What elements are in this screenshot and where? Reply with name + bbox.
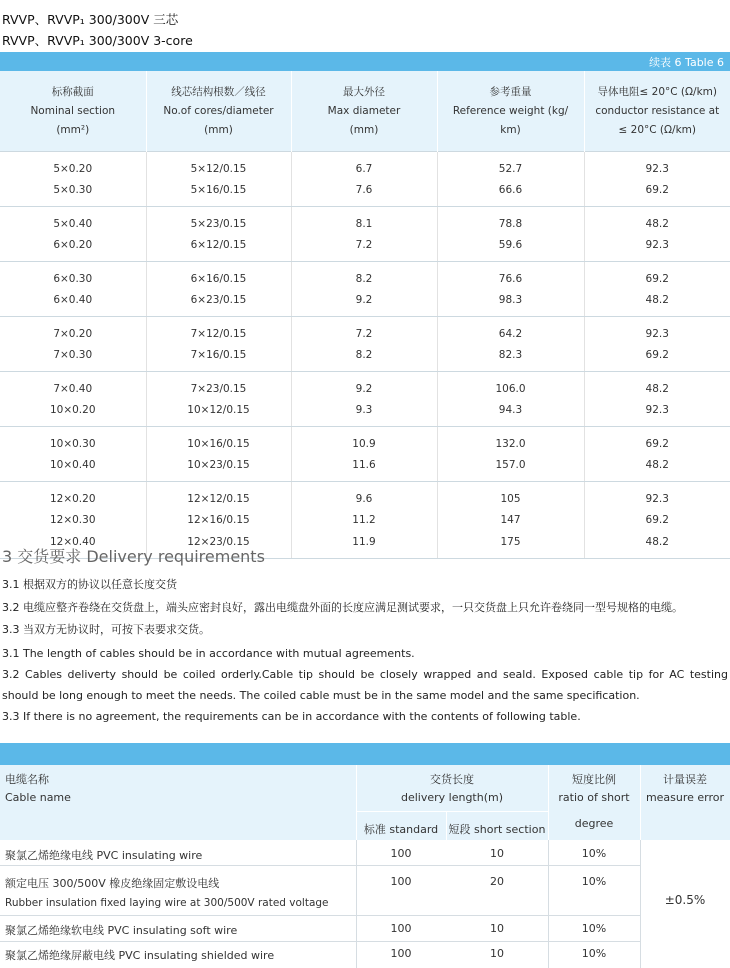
header-unit: ≤ 20°C (Ω/km) xyxy=(618,123,696,136)
short-ratio: 10% xyxy=(581,922,607,935)
short-length: 10 xyxy=(490,947,504,960)
table-cell: 7×0.30 xyxy=(0,345,146,372)
table-row xyxy=(0,345,730,372)
standard-length: 100 xyxy=(390,847,412,860)
short-length: 20 xyxy=(490,875,504,888)
table-cell: 92.3 xyxy=(584,235,730,262)
table-cell: 7×0.20 xyxy=(53,327,93,340)
table-cell: 175 xyxy=(437,531,584,558)
table-cell: 6×0.40 xyxy=(0,290,146,317)
header-cn: 线芯结构根数／线径 xyxy=(171,85,266,98)
table-row xyxy=(0,482,730,510)
table-cell: 5×0.30 xyxy=(0,180,146,207)
cable-name: 聚氯乙烯绝缘软电线 PVC insulating soft wire xyxy=(5,924,238,937)
table-cell: 82.3 xyxy=(437,345,584,372)
table-cell: 10×0.40 xyxy=(0,455,146,482)
cable-name: 聚氯乙烯绝缘屏蔽电线 PVC insulating shielded wire xyxy=(5,949,275,962)
divider xyxy=(356,811,548,812)
table-cell: 10×0.30 xyxy=(49,437,96,450)
table-cell: 92.3 xyxy=(584,152,730,180)
table-cell: 12×23/0.15 xyxy=(146,531,291,558)
table-row xyxy=(0,235,730,262)
table-cell: 69.2 xyxy=(584,510,730,532)
table-cell: 7×23/0.15 xyxy=(146,372,291,400)
col-header-cores xyxy=(146,71,291,152)
divider xyxy=(446,811,447,840)
divider xyxy=(640,765,641,840)
table-row xyxy=(0,180,730,207)
divider xyxy=(0,915,640,916)
table-cell: 11.2 xyxy=(291,510,437,532)
table-cell: 7×16/0.15 xyxy=(146,345,291,372)
table-cell: 6.7 xyxy=(291,152,437,180)
standard-length: 100 xyxy=(390,922,412,935)
table-cell: 10×12/0.15 xyxy=(146,400,291,427)
table-row xyxy=(0,427,730,455)
header-unit: km) xyxy=(500,123,521,136)
table-cell: 5×0.40 xyxy=(53,217,93,230)
table-cell: 157.0 xyxy=(437,455,584,482)
header-length-cn: 交货长度 xyxy=(430,773,474,786)
en-line-2: 3.2 Cables deliverty should be coiled orderly.Cable tip should be closely wrapped and seald. Exposed cable tip for AC testing should be long enough to meet the needs. The coiled cable must be in the same model and the same specification. xyxy=(2,668,728,702)
header-cn: 标称截面 xyxy=(51,85,94,98)
table-cell: 12×12/0.15 xyxy=(146,482,291,510)
table-cell: 5×16/0.15 xyxy=(146,180,291,207)
divider xyxy=(356,765,357,840)
page-title-en: RVVP、RVVP₁ 300/300V 3-core xyxy=(2,33,193,48)
table-cell: 6×23/0.15 xyxy=(146,290,291,317)
table-cell: 5×23/0.15 xyxy=(146,207,291,235)
table-cell: 69.2 xyxy=(584,427,730,455)
table-row xyxy=(0,372,730,400)
en-line-3: 3.3 If there is no agreement, the requirements can be in accordance with the contents of following table. xyxy=(2,710,581,723)
measure-error-value: ±0.5% xyxy=(664,893,706,907)
table-row xyxy=(0,510,730,532)
divider xyxy=(548,765,549,840)
table-cell: 76.6 xyxy=(437,262,584,290)
table-row xyxy=(0,317,730,345)
table-cell: 98.3 xyxy=(437,290,584,317)
table-cell: 11.6 xyxy=(291,455,437,482)
table-row xyxy=(0,207,730,235)
cn-line-2: 3.2 电缆应整齐卷绕在交货盘上，端头应密封良好，露出电缆盘外面的长度应满足测试要求，一只交货盘上只允许卷绕同一型号规格的电缆。 xyxy=(2,601,683,614)
short-ratio: 10% xyxy=(581,847,607,860)
header-en: No.of cores/diameter xyxy=(163,104,274,117)
short-length: 10 xyxy=(490,847,504,860)
cable-name: 聚氯乙烯绝缘电线 PVC insulating wire xyxy=(5,849,203,862)
header-unit: (mm²) xyxy=(56,123,90,136)
delivery-table xyxy=(0,765,730,968)
table-cell: 9.2 xyxy=(291,290,437,317)
header-standard: 标准 standard xyxy=(363,823,439,836)
table-cell: 8.2 xyxy=(291,345,437,372)
table-cell: 6×0.30 xyxy=(53,272,93,285)
table-cell: 9.3 xyxy=(291,400,437,427)
table-row xyxy=(0,262,730,290)
table-cell: 78.8 xyxy=(437,207,584,235)
table-cell: 59.6 xyxy=(437,235,584,262)
table-cell: 7×12/0.15 xyxy=(146,317,291,345)
table-row xyxy=(0,152,730,180)
col-header-max-diameter xyxy=(291,71,437,152)
header-cn: 最大外径 xyxy=(343,85,385,98)
table-cell: 9.6 xyxy=(291,482,437,510)
table-cell: 6×0.20 xyxy=(0,235,146,262)
table-cell: 10×23/0.15 xyxy=(146,455,291,482)
continued-table-label: 续表 6 Table 6 xyxy=(649,56,724,69)
table-cell: 48.2 xyxy=(584,290,730,317)
divider xyxy=(0,865,640,866)
table-cell: 69.2 xyxy=(584,345,730,372)
col-header-nominal-section xyxy=(0,71,146,152)
header-en: Max diameter xyxy=(327,104,401,117)
table-row xyxy=(0,290,730,317)
header-unit: (mm) xyxy=(349,123,379,136)
spec-table xyxy=(0,71,730,559)
table-cell: 132.0 xyxy=(437,427,584,455)
table-cell: 9.2 xyxy=(291,372,437,400)
table-cell: 48.2 xyxy=(584,207,730,235)
header-cable-en: Cable name xyxy=(5,791,71,804)
header-cn: 导体电阻≤ 20°C (Ω/km) xyxy=(597,85,717,98)
table-cell: 48.2 xyxy=(584,372,730,400)
short-ratio: 10% xyxy=(581,875,607,888)
header-ratio-en: ratio of short xyxy=(558,791,630,804)
standard-length: 100 xyxy=(390,875,412,888)
cn-line-3: 3.3 当双方无协议时，可按下表要求交货。 xyxy=(2,623,210,636)
header-short-section: 短段 short section xyxy=(448,823,546,836)
header-en: Reference weight (kg/ xyxy=(452,104,569,117)
table-row xyxy=(0,455,730,482)
table-cell: 10.9 xyxy=(291,427,437,455)
table-cell: 12×0.30 xyxy=(49,514,96,527)
table-cell: 7.6 xyxy=(291,180,437,207)
standard-length: 100 xyxy=(390,947,412,960)
divider xyxy=(0,941,640,942)
header-error-cn: 计量误差 xyxy=(663,773,707,786)
short-ratio: 10% xyxy=(581,947,607,960)
table-cell: 69.2 xyxy=(584,180,730,207)
header-en: conductor resistance at xyxy=(595,104,720,117)
col-header-resistance xyxy=(584,71,730,152)
header-cable-cn: 电缆名称 xyxy=(5,773,49,786)
table-cell: 12×16/0.15 xyxy=(146,510,291,532)
table-row xyxy=(0,400,730,427)
table-cell: 6×12/0.15 xyxy=(146,235,291,262)
cable-name-en: Rubber insulation fixed laying wire at 300/500V rated voltage xyxy=(5,897,329,909)
header-ratio-cn: 短度比例 xyxy=(572,773,616,786)
table-cell: 147 xyxy=(437,510,584,532)
spec-table-header-row xyxy=(0,71,730,152)
short-length: 10 xyxy=(490,922,504,935)
en-line-1: 3.1 The length of cables should be in accordance with mutual agreements. xyxy=(2,647,415,660)
table-cell: 92.3 xyxy=(584,400,730,427)
cn-line-1: 3.1 根据双方的协议以任意长度交货 xyxy=(2,578,177,591)
table-cell: 8.1 xyxy=(291,207,437,235)
section-title: 3 交货要求 Delivery requirements xyxy=(2,547,265,566)
col-header-weight xyxy=(437,71,584,152)
header-en: Nominal section xyxy=(30,104,116,117)
table-cell: 48.2 xyxy=(584,531,730,558)
table-header-bar xyxy=(0,52,730,71)
table-cell: 12×0.40 xyxy=(0,531,146,558)
table-cell: 7.2 xyxy=(291,317,437,345)
table-cell: 52.7 xyxy=(437,152,584,180)
table-cell: 7×0.40 xyxy=(53,382,93,395)
table-cell: 66.6 xyxy=(437,180,584,207)
table-cell: 5×12/0.15 xyxy=(146,152,291,180)
table-cell: 106.0 xyxy=(437,372,584,400)
cable-name: 额定电压 300/500V 橡皮绝缘固定敷设电线 xyxy=(5,877,220,890)
table-cell: 64.2 xyxy=(437,317,584,345)
table-cell: 6×16/0.15 xyxy=(146,262,291,290)
table-cell: 10×0.20 xyxy=(0,400,146,427)
table-cell: 92.3 xyxy=(584,317,730,345)
page-title-cn: RVVP、RVVP₁ 300/300V 三芯 xyxy=(2,12,179,27)
table-cell: 7.2 xyxy=(291,235,437,262)
delivery-table-bar xyxy=(0,743,730,765)
header-length-en: delivery length(m) xyxy=(400,791,504,804)
table-cell: 11.9 xyxy=(291,531,437,558)
table-cell: 5×0.20 xyxy=(0,152,146,180)
table-cell: 105 xyxy=(437,482,584,510)
header-error-en: measure error xyxy=(645,791,725,804)
header-ratio-en2: degree xyxy=(574,817,614,830)
header-cn: 参考重量 xyxy=(489,85,532,98)
table-cell: 69.2 xyxy=(584,262,730,290)
header-unit: (mm) xyxy=(204,123,233,136)
table-cell: 12×0.20 xyxy=(49,492,96,505)
table-cell: 92.3 xyxy=(584,482,730,510)
table-cell: 48.2 xyxy=(584,455,730,482)
table-cell: 94.3 xyxy=(437,400,584,427)
table-cell: 10×16/0.15 xyxy=(146,427,291,455)
table-cell: 8.2 xyxy=(291,262,437,290)
